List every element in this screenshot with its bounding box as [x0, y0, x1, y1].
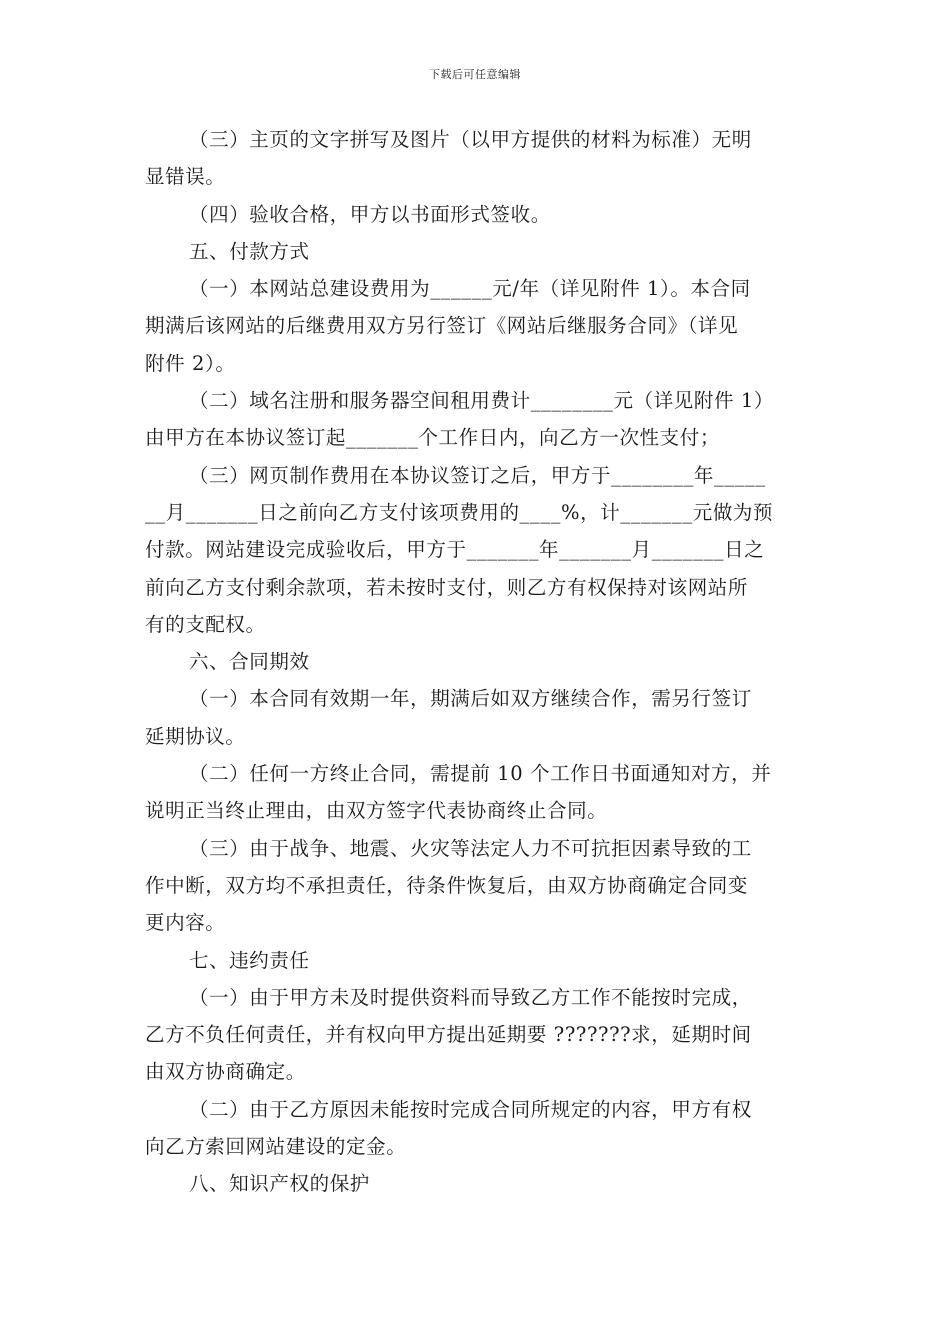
- text-line: 付款。网站建设完成验收后，甲方于_______年_______月_______日之: [145, 538, 765, 562]
- page-header-note: 下载后可任意编辑: [429, 68, 521, 81]
- text-line: 延期协议。: [145, 724, 246, 748]
- text-line: 向乙方索回网站建设的定金。: [145, 1135, 407, 1159]
- text-line: __月_______日之前向乙方支付该项费用的____%，计_______元做为预: [145, 500, 774, 524]
- section-heading: 八、知识产权的保护: [189, 1172, 370, 1196]
- text-line: 由双方协商确定。: [145, 1060, 306, 1084]
- text-line: 前向乙方支付剩余款项，若未按时支付，则乙方有权保持对该网站所: [145, 575, 749, 599]
- text-line: 作中断，双方均不承担责任，待条件恢复后，由双方协商确定合同变: [145, 873, 749, 897]
- text-line: （一）由于甲方未及时提供资料而导致乙方工作不能按时完成，: [189, 985, 752, 1009]
- text-line: （二）由于乙方原因未能按时完成合同所规定的内容，甲方有权: [189, 1097, 752, 1121]
- text-line: 乙方不负任何责任，并有权向甲方提出延期要 ???????求，延期时间: [145, 1023, 752, 1047]
- section-heading: 五、付款方式: [189, 239, 310, 263]
- text-line: （三）由于战争、地震、火灾等法定人力不可抗拒因素导致的工: [189, 836, 752, 860]
- text-line: （二）任何一方终止合同，需提前 10 个工作日书面通知对方，并: [189, 762, 772, 786]
- document-text: [145, 121, 807, 1203]
- text-line: 更内容。: [145, 911, 226, 935]
- document-body: [145, 121, 807, 1203]
- text-line: （三）网页制作费用在本协议签订之后，甲方于________年_____: [189, 463, 766, 487]
- text-line: 由甲方在本协议签订起_______个工作日内，向乙方一次性支付；: [145, 426, 720, 450]
- text-line: （三）主页的文字拼写及图片（以甲方提供的材料为标准）无明: [189, 128, 752, 151]
- text-line: 说明正当终止理由，由双方签字代表协商终止合同。: [145, 799, 608, 823]
- text-line: 期满后该网站的后继费用双方另行签订《网站后继服务合同》（详见: [145, 314, 739, 338]
- text-line: （二）域名注册和服务器空间租用费计________元（详见附件 1）: [189, 389, 775, 413]
- text-line: （四）验收合格，甲方以书面形式签收。: [189, 202, 551, 226]
- text-line: 附件 2）。: [145, 351, 236, 375]
- text-line: 有的支配权。: [145, 612, 266, 636]
- text-line: （一）本网站总建设费用为______元/年（详见附件 1）。本合同: [189, 277, 751, 301]
- text-line: （一）本合同有效期一年，期满后如双方继续合作，需另行签订: [189, 687, 752, 711]
- text-line: 显错误。: [145, 165, 226, 189]
- section-heading: 七、违约责任: [189, 948, 310, 972]
- section-heading: 六、合同期效: [189, 650, 310, 674]
